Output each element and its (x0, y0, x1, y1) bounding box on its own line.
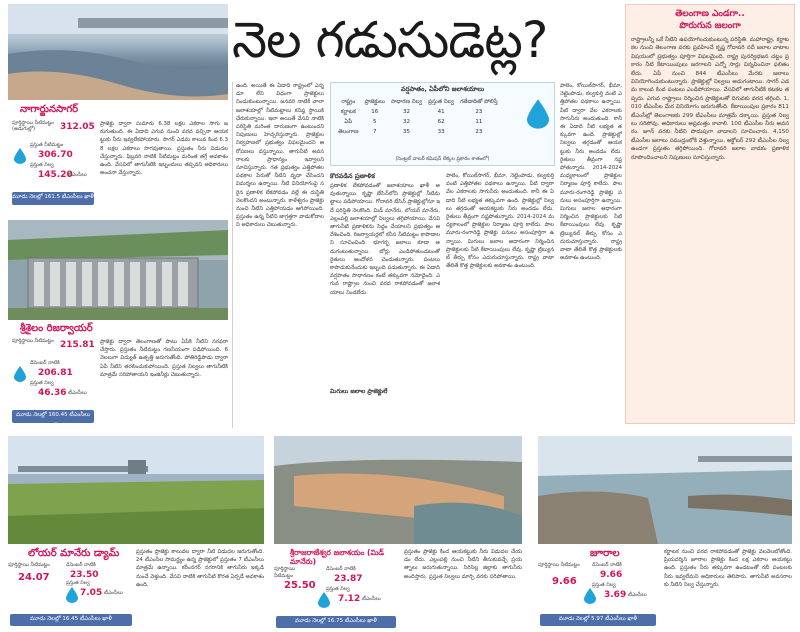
stats-nagarjunasagar (8, 120, 98, 212)
storage-label: ప్రస్తుత నిల్వ (66, 580, 90, 586)
full-level-label: పూర్తిస్థాయి నీటిమట్టం (12, 338, 54, 344)
water-drop-icon (527, 99, 549, 129)
full-level-value: 312.05 (60, 122, 95, 132)
stats-mid-maneru (274, 566, 398, 630)
water-drop-icon (318, 592, 330, 608)
sidebar-title-line2: పొరుగున జలంగా (679, 21, 741, 31)
table-header: ప్రాజెక్టులు (364, 99, 385, 105)
table-cell: 62 (437, 119, 445, 125)
article-col1-mid: ప్రాజెక్టు ద్వారా తెలంగాణతో పాటు ఏపీకి నీటిని సరఫరా చేస్తారు. ప్రస్తుతం నీటిమట్టం గణనీయంగా పడిపోయింది. 6 నెలలుగా విద్యుత్ ఉత్పత్తి జరుగుతోంది. పోతిరెడ్డిపాడు ద్వారా ఏపీ నీటిని తరలించుకుపోయింది. ప్రస్తుత నిల్వలు తాగునీటికి మాత్రమే సరిపోతాయని ఇంజినీర్లు చెబుతున్నారు. (100, 339, 228, 378)
project-name-jurala: జూరాల (590, 548, 620, 559)
storage-value: 7.12 (338, 594, 361, 604)
article-col5: పాలెం, కోయిల్‌సాగర్, భీమా, నెట్టెంపాడు, కల్వకుర్తి వంటి ఎత్తిపోతల పథకాలు ఉన్నాయి. వీటి ద్వారా వేల ఎకరాలకు సాగునీరు అందుతుంది. కానీ ఈ ఏడాది నీటి లభ్యత తక్కువగా ఉంది. ప్రాజెక్టుల్లో నిల్వలు తగ్గడంతో ఆయకట్టుకు నీరు అందడం లేదు. రైతులు తీవ్రంగా నష్టపోతున్నారు. 2014-2024 మధ్యకాలంలో ప్రాజెక్టుల నిర్మాణం పూర్తి కాలేదు. పాలమూరు-రంగారెడ్డి ప్రాజెక్టు పనులు అసంపూర్తిగా ఉన్నాయి. మిగులు జలాల ఆధారంగా నిర్మించిన ప్రాజెక్టులకు నీటి కేటాయింపులు లేవు. కృష్ణా ట్రిబ్యునల్ తీర్పు కోసం ఎదురుచూస్తున్నారు. రాష్ట్ర వాటా తేలితే కొత్త ప్రాజెక్టులకు అవకాశం ఉంటుంది. (560, 83, 622, 262)
table-cell: 7 (372, 129, 377, 135)
article-bottom1: ప్రస్తుతం ప్రాజెక్టు కాలువల ద్వారా నీటి విడుదల జరుగుతోంది. 24 టీఎంసీల సామర్థ్యం ఉన్న ప్రాజెక్టులో ప్రస్తుతం 7 టీఎంసీలు మాత్రమే ఉన్నాయి. కరీంనగర్ నగరానికి తాగునీరు ఇక్కడి నుంచే వెళ్తుంది. వేసవి నాటికి తాగునీటి కొరత ఏర్పడే అవకాశం ఉంది. (136, 549, 264, 588)
table-cell: కర్ణాటక (340, 109, 356, 115)
table-cell: తెలంగాణ (338, 129, 359, 135)
current-level-label: డిసెంబర్ నాటికి (592, 562, 622, 568)
table-cell: 33 (437, 129, 445, 135)
table-row (335, 117, 501, 127)
table-cell: 23 (475, 129, 483, 135)
article-col3: ప్రణాళిక లేకపోవడంతో జలాశయాలు ఖాళీ అవుతున్నాయి. కృష్ణా బేసిన్‌లోని ప్రాజెక్టుల్లో నీటిమట్టాలు పడిపోయాయి. గోదావరి బేసిన్ ప్రాజెక్టుల్లోనూ ఇదే పరిస్థితి నెలకొంది. మిడ్ మానేరు, లోయర్ మానేరు, ఎల్లంపల్లి జలాశయాల్లో నిల్వలు తగ్గిపోయాయి. వేసవి తాగునీటి ప్రణాళికను సిద్ధం చేయాలని ప్రభుత్వం ఆదేశించింది. రిజర్వాయర్లలో కనీస నీటిమట్టం కాపాడాలని సూచించింది. భూగర్భ జలాలు కూడా అడుగంటుతున్నాయి. బోర్లు ఎండిపోతుండటంతో రైతులు ఆందోళన చెందుతున్నారు. పంటలు కాపాడుకునేందుకు ఇబ్బంది పడుతున్నారు. ఈ ఏడాది వర్షపాతం సాధారణం కంటే తక్కువగా నమోదైంది. ఎగువ రాష్ట్రాల నుంచి వరద రాకపోవడంతో జలాశయాలు నిండలేదు. (330, 183, 440, 296)
table-cell: 32 (402, 109, 410, 115)
headline: నెల గడుసుడెట్ల? (232, 11, 548, 69)
table-grid (335, 97, 501, 137)
mid-maneru-photo (274, 436, 522, 544)
full-level-value: 24.07 (18, 572, 50, 583)
stats-lower-maneru (8, 562, 134, 630)
current-level-value: 206.81 (38, 368, 73, 378)
table-cell: 41 (437, 109, 445, 115)
stats-srisailam (8, 338, 98, 430)
storage-unit: టీఎంసీలు (628, 592, 647, 598)
full-level-label: పూర్తిస్థాయి నీటిమట్టం (538, 562, 580, 568)
full-level-value: 9.66 (552, 576, 577, 587)
footer-box: మూడు నెలల్లో 5.97 టీఎంసీలు ఖాళీ (540, 614, 656, 626)
table-cell: ఏపీ (344, 119, 353, 125)
storage-label: ప్రస్తుత నిల్వ (30, 162, 54, 168)
reservoir-table (330, 82, 555, 166)
article-bottom3: కర్ణాటక నుంచి వరద రాకపోవడంతో ప్రాజెక్టు వెలవెలబోతోంది. ప్రియదర్శిని జూరాల ప్రాజెక్టు కింద లక్ష ఎకరాల ఆయకట్టు ఉంది. ప్రస్తుతం నీరు తక్కువగా ఉండటంతో రబీ పంటలకు నీరు ఇవ్వలేమని అధికారులు తెలిపారు. తాగునీటి అవసరాలకు నీటిని నిల్వ చేస్తున్నారు. (664, 549, 792, 588)
storage-unit: టీఎంసీలు (68, 390, 87, 396)
table-header: సాధారణ నిల్వ (390, 99, 423, 105)
current-level-value: 23.87 (334, 574, 363, 584)
footer-box: మూడు నెలల్లో 16.75 టీఎంసీలు ఖాళీ (276, 616, 396, 628)
full-level-value: 215.81 (60, 340, 95, 350)
storage-label: ప్రస్తుత నిల్వ (592, 582, 616, 588)
current-level-value: 23.50 (70, 570, 99, 580)
table-cell: 23 (475, 109, 483, 115)
sidebar-panel (625, 4, 795, 424)
project-name-mid-maneru: శ్రీరాజరాజేశ్వర జలాశయం (మిడ్ మానేరు) (290, 548, 384, 566)
storage-value: 3.69 (604, 590, 627, 600)
footer-box: మూడు నెలల్లో 16.45 టీఎంసీలు ఖాళీ (10, 614, 132, 626)
sidebar-title-line1: తెలంగాణ ఎండగా.. (675, 9, 745, 19)
full-level-label: పూర్తిస్థాయి నీటిమట్టం (8, 562, 50, 568)
table-cell: 16 (371, 109, 379, 115)
table-cell: 35 (402, 129, 410, 135)
table-row (335, 127, 501, 137)
water-drop-icon (66, 587, 78, 603)
storage-value: 7.05 (80, 588, 103, 598)
subhead-surplus: మిగులు జలాల ప్రాజెక్టులే (330, 388, 440, 396)
project-name-nagarjunasagar: నాగార్జునసాగర్ (20, 104, 79, 115)
sidebar-body: రాష్ట్రాలన్నీ ఒకే నీటిని ఉపయోగించుకుంటున్న పరిస్థితి. మహారాష్ట్ర, కర్ణాటకల నుంచి తెలంగాణ వరకు ప్రవహించే కృష్ణ గోదావరి నదీ జలాల వాటాల విషయంలో ప్రభుత్వం పూర్తిగా విఫలమైంది. రాష్ట్ర పునర్విభజన చట్టం ప్రకారం నీటి కేటాయింపులు జరగాలని ఎన్నో సార్లు విన్నవించినా ఫలితం లేదు. ఏపీ నుంచి 844 టీఎంసీలు మేరకు జలాలు వినియోగించుకుంటున్నారు. ప్రాజెక్టుల్లో నిల్వలు అడుగంటాయి. సాగర్ ఎడమ కాలువ కింద పంటలు ఎండిపోయాయి. వేసవిలో తాగునీటికి కటకట తప్పదు. ఎగువ రాష్ట్రాలు నిర్మించిన ప్రాజెక్టులతో దిగువకు వరద తగ్గింది. 1,010 టీఎంసీల మేర వినియోగం జరుగుతోంది. కేటాయింపుల ప్రకారం 811 టీఎంసీల్లో తెలంగాణకు 299 టీఎంసీలు మాత్రమే దక్కాయి. ప్రస్తుత నిల్వలు సరిపోవు. అధికారులు అప్రమత్తం కావాలి. 100 టీఎంసీల నీరు అవసరం. జూన్ వరకు నీటిని పొదుపుగా వాడాలని సూచించారు. 4,150 టీఎంసీల జలాలు సముద్రంలోకి వెళ్తున్నాయి. అక్టోబర్ 292 టీఎంసీల నిల్వ ఉండగా ప్రస్తుతం తగ్గిపోయింది. గోదావరి జలాల వాడకం ప్రణాళిక రూపొందించాలని నిపుణులు సూచిస్తున్నారు. (631, 37, 789, 161)
full-level-label: పూర్తిస్థాయి నీటిమట్టం (అడుగుల్లో) (12, 120, 54, 132)
current-level-value: 306.70 (38, 150, 73, 160)
storage-label: ప్రస్తుత నిల్వ (326, 586, 350, 592)
article-bottom2: ప్రస్తుతం ప్రాజెక్టు కింద ఆయకట్టుకు నీరు విడుదల చేయడం లేదు. ఎల్లంపల్లి నుంచి నీటిని తీసుకువచ్చే ప్రయత్నాలు జరుగుతున్నాయి. సిరిసిల్ల జిల్లాకు తాగునీరు అందిస్తారు. ప్రస్తుత నిల్వలు మార్చి వరకు సరిపోతాయి. (404, 549, 522, 580)
jurala-photo (538, 436, 792, 544)
table-header: గతేడాదితో పోలిస్తే (460, 99, 498, 105)
current-level-label: డిసెంబర్ నాటికి (30, 360, 60, 366)
water-drop-icon (584, 588, 596, 604)
current-level-label: ప్రస్తుత నీటిమట్టం (30, 142, 64, 148)
project-name-lower-maneru: లోయర్ మానేరు డ్యామ్ (28, 548, 120, 559)
project-name-srisailam: శ్రీశైలం రిజర్వాయర్ (20, 323, 93, 334)
article-col4: పాలెం, కోయిల్‌సాగర్, భీమా, నెట్టెంపాడు, కల్వకుర్తి వంటి ఎత్తిపోతల పథకాలు ఉన్నాయి. వీటి ద్వారా వేల ఎకరాలకు సాగునీరు అందుతుంది. కానీ ఈ ఏడాది నీటి లభ్యత తక్కువగా ఉంది. ప్రాజెక్టుల్లో నిల్వలు తగ్గడంతో ఆయకట్టుకు నీరు అందడం లేదు. రైతులు తీవ్రంగా నష్టపోతున్నారు. 2014-2024 మధ్యకాలంలో ప్రాజెక్టుల నిర్మాణం పూర్తి కాలేదు. పాలమూరు-రంగారెడ్డి ప్రాజెక్టు పనులు అసంపూర్తిగా ఉన్నాయి. మిగులు జలాల ఆధారంగా నిర్మించిన ప్రాజెక్టులకు నీటి కేటాయింపులు లేవు. కృష్ణా ట్రిబ్యునల్ తీర్పు కోసం ఎదురుచూస్తున్నారు. రాష్ట్ర వాటా తేలితే కొత్త ప్రాజెక్టులకు అవకాశం ఉంటుంది. (446, 173, 554, 270)
current-level-label: డిసెంబర్ నాటికి (66, 562, 96, 568)
current-level-label: డిసెంబర్ నాటికి (326, 566, 356, 572)
water-drop-icon (14, 148, 26, 164)
table-note: (సెంట్రల్ వాటర్ కమిషన్ లెక్కల ప్రకారం శాతంలో) (395, 156, 490, 162)
table-cell: 5 (372, 119, 377, 125)
table-cell: 32 (402, 119, 410, 125)
table-row (335, 107, 501, 117)
storage-value: 46.36 (38, 388, 67, 398)
column-divider (232, 82, 233, 428)
table-title: వర్షపాతం, ఏపీలోని జలాశయాలు (400, 85, 485, 93)
footer-box: మూడు నెలల్లో 161.5 టీఎంసీలు ఖాళీ (12, 192, 94, 205)
table-cell: 11 (475, 119, 483, 125)
srisailam-photo (8, 220, 228, 320)
storage-value: 145.20 (38, 170, 73, 180)
storage-unit: టీఎంసీలు (104, 590, 123, 596)
article-col2: ఉంది. అయితే ఈ ఏడాది రాష్ట్రంలో ఎన్నడూ లేని విధంగా ప్రాజెక్టులు నిండుకుంటున్నాయి. జనవరి నాటికే చాలా జలాశయాల్లో నీటిమట్టాలు కనిష్ఠ స్థాయికి చేరుకున్నాయి. ఇలా అయితే వేసవి నాటికి పరిస్థితి మరింత దారుణంగా ఉంటుందని నిపుణులు హెచ్చరిస్తున్నారు. ప్రాజెక్టుల నిర్వహణలో ప్రభుత్వం విఫలమైందని ఆరోపణలు వస్తున్నాయి. తాగునీటి అవసరాలకు ప్రాధాన్యం ఇవ్వాలని సూచిస్తున్నారు. గత ప్రభుత్వం ఎత్తిపోతల పథకాల పేరుతో నీటిని వృథా చేసిందని విమర్శలు ఉన్నాయి. నీటి వినియోగంపై సరైన ప్రణాళిక లేకపోవడం వల్లే ఈ దుస్థితి నెలకొందని అంటున్నారు. కాళేశ్వరం ప్రాజెక్టు నుంచి నీటిని ఎత్తిపోయడం ఆగిపోయింది. ప్రస్తుతం ఉన్న నీటిని జాగ్రత్తగా వాడుకోవాలని అధికారులు చెబుతున్నారు. (236, 83, 324, 229)
full-level-label: పూర్తిస్థాయి నీటిమట్టం (274, 566, 296, 579)
subhead-planning: కొరవడిన ప్రణాళిక (330, 172, 375, 180)
storage-label: ప్రస్తుత నిల్వ (30, 380, 54, 386)
current-level-value: 9.66 (600, 570, 623, 580)
storage-unit: టీఎంసీలు (68, 172, 87, 178)
water-drop-icon (14, 366, 26, 382)
table-header: రాష్ట్రం (341, 99, 356, 105)
footer-box: మూడు నెలల్లో 160.45 టీఎంసీలు ఖాళీ (12, 410, 94, 423)
nagarjunasagar-photo (8, 4, 228, 100)
stats-jurala (538, 562, 658, 630)
table-header: ప్రస్తుత నిల్వ (428, 99, 455, 105)
storage-unit: టీఎంసీలు (362, 596, 381, 602)
article-col1-top: ప్రాజెక్టు ద్వారా సుమారు 6.38 లక్షల ఎకరాల సాగు జరుగుతుంది. ఈ ఏడాది ఎగువ నుంచి వరద వచ్చినా ఆయకట్టుకు నీరు ఇవ్వలేకపోయారు. సాగర్ ఎడమ కాలువ కింద 6.38 లక్షల ఎకరాలు సాగవుతాయి. ప్రస్తుతం నీరు విడుదల చేస్తున్నారు. ఫిబ్రవరి నాటికి నీటిమట్టం మరింత తగ్గే అవకాశం ఉంది. వేసవిలో తాగునీటికి ఇబ్బందులు తప్పవని అధికారులు అంచనా వేస్తున్నారు. (100, 121, 228, 177)
lower-maneru-photo (8, 436, 264, 544)
full-level-value: 25.50 (284, 580, 316, 591)
